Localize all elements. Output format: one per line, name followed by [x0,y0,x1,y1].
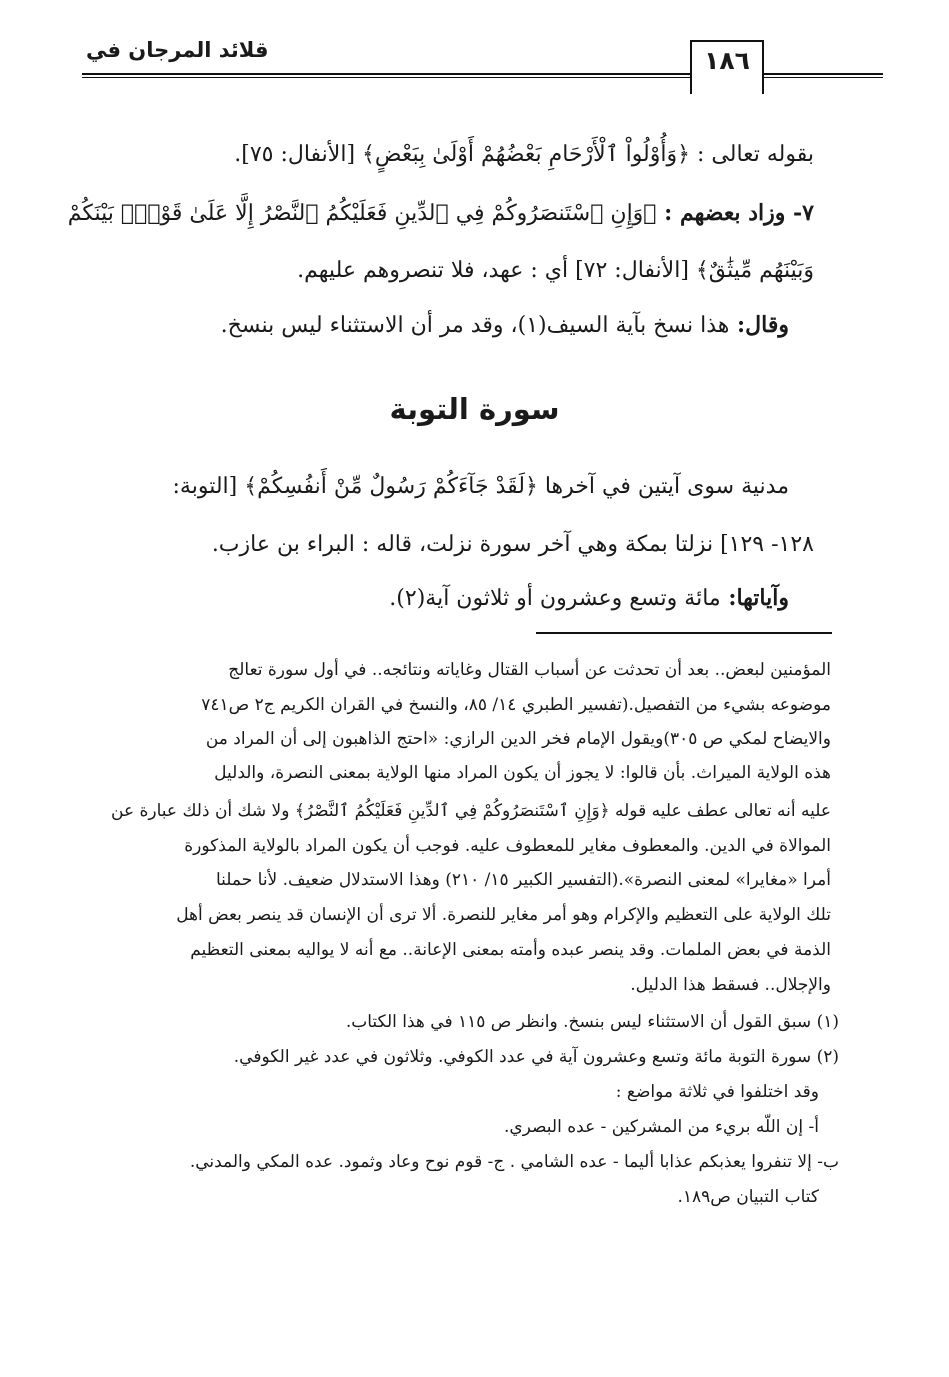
surah-heading: سورة التوبة [389,392,560,426]
footnote-continuation-line: عليه أنه تعالى عطف عليه قوله ﴿وَإِنِ ٱسْتَنصَرُوكُمْ فِي ٱلدِّينِ فَعَلَيْكُمُ ٱلنَّصْرُ﴾ ولا شك أن ذلك عبارة عن [111,801,831,821]
footnote-2-item-b: ب- إلا تنفروا يعذبكم عذابا أليما - عده الشامي . ج- قوم نوح وعاد وثمود. عده المكي والمدني. [189,1152,839,1172]
body-line-2 [68,200,814,226]
footnote-continuation-line: الموالاة في الدين. والمعطوف مغاير للمعطوف عليه. فوجب أن يكون المراد بالولاية المذكورة [184,836,831,856]
quran-verse-anfal-72: ﴿وَإِنِ ٱسْتَنصَرُوكُمْ فِي ٱلدِّينِ فَعَلَيْكُمُ ٱلنَّصْرُ إِلَّا عَلَىٰ قَوْمِۭ بَيْنَكُمْ [67,201,657,226]
said-lead: وقال: [729,312,789,338]
footnote-continuation-line: والإجلال.. فسقط هذا الدليل. [630,975,831,995]
page-number: ١٨٦ [704,46,750,75]
footnote-2-source: كتاب التبيان ص١٨٩. [677,1187,819,1207]
running-book-title: قلائد المرجان في [86,38,269,62]
footnote-continuation-line: المؤمنين لبعض.. بعد أن تحدثت عن أسباب القتال وغاياته ونتائجه.. في أول سورة تعالج [228,660,831,680]
body-line-5: مدنية سوى آيتين في آخرها ﴿لَقَدْ جَآءَكُمْ رَسُولٌ مِّنْ أَنفُسِكُمْ﴾ [التوبة: [172,474,789,499]
body-line-4 [221,312,789,338]
footnote-2-item-a: أ- إن اللّه بريء من المشركين - عده البصري. [503,1117,819,1137]
item-7-lead: ٧- وزاد بعضهم : [656,200,814,226]
verses-count: مائة وتسع وعشرون أو ثلاثون آية(٢). [389,586,721,611]
footnote-continuation-line: تلك الولاية على التعظيم والإكرام وهو أمر مغاير للنصرة. ألا ترى أن الإنسان قد ينصر بعض أهل [176,905,831,925]
body-line-3: وَبَيْنَهُم مِّيثَٰقٌ﴾ [الأنفال: ٧٢] أي : عهد، فلا تنصروهم عليهم. [297,258,814,283]
abrogation-note: هذا نسخ بآية السيف(١)، وقد مر أن الاستثناء ليس بنسخ. [220,313,730,338]
footnote-continuation-line: موضوعه بشيء من التفصيل.(تفسير الطبري ١٤/ ٨٥، والنسخ في القران الكريم ج٢ ص٧٤١ [201,695,831,715]
footnote-2: (٢) سورة التوبة مائة وتسع وعشرون آية في عدد الكوفي. وثلاثون في عدد غير الكوفي. [233,1047,839,1067]
footnote-continuation-line: الذمة في بعض الملمات. وقد ينصر عبده وأمته بمعنى الإعانة.. مع أنه لا يواليه بمعنى التعظيم [190,940,831,960]
body-line-6: ١٢٨- ١٢٩] نزلتا بمكة وهي آخر سورة نزلت، قاله : البراء بن عازب. [211,532,814,557]
footnote-continuation-line: والايضاح لمكي ص ٣٠٥)ويقول الإمام فخر الدين الرازي: «احتج الذاهبون إلى أن المراد من [205,729,831,749]
body-line-1: بقوله تعالى : ﴿وَأُوْلُواْ ٱلْأَرْحَامِ بَعْضُهُمْ أَوْلَىٰ بِبَعْضٍ﴾ [الأنفال: ٧٥]. [234,142,814,167]
footnote-1: (١) سبق القول أن الاستثناء ليس بنسخ. وانظر ص ١١٥ في هذا الكتاب. [345,1012,839,1032]
body-line-7 [389,585,789,611]
footnote-continuation-line: هذه الولاية الميراث. بأن قالوا: لا يجوز أن يكون المراد منها الولاية بمعنى النصرة، والدليل [214,763,831,783]
footnote-separator [536,632,832,634]
footnote-continuation-line: أمرا «مغايرا» لمعنى النصرة».(التفسير الكبير ١٥/ ٢١٠) وهذا الاستدلال ضعيف. لأنا حملنا [215,870,831,890]
footnote-2-note: وقد اختلفوا في ثلاثة مواضع : [615,1082,819,1102]
verses-count-lead: وآياتها: [720,585,789,611]
